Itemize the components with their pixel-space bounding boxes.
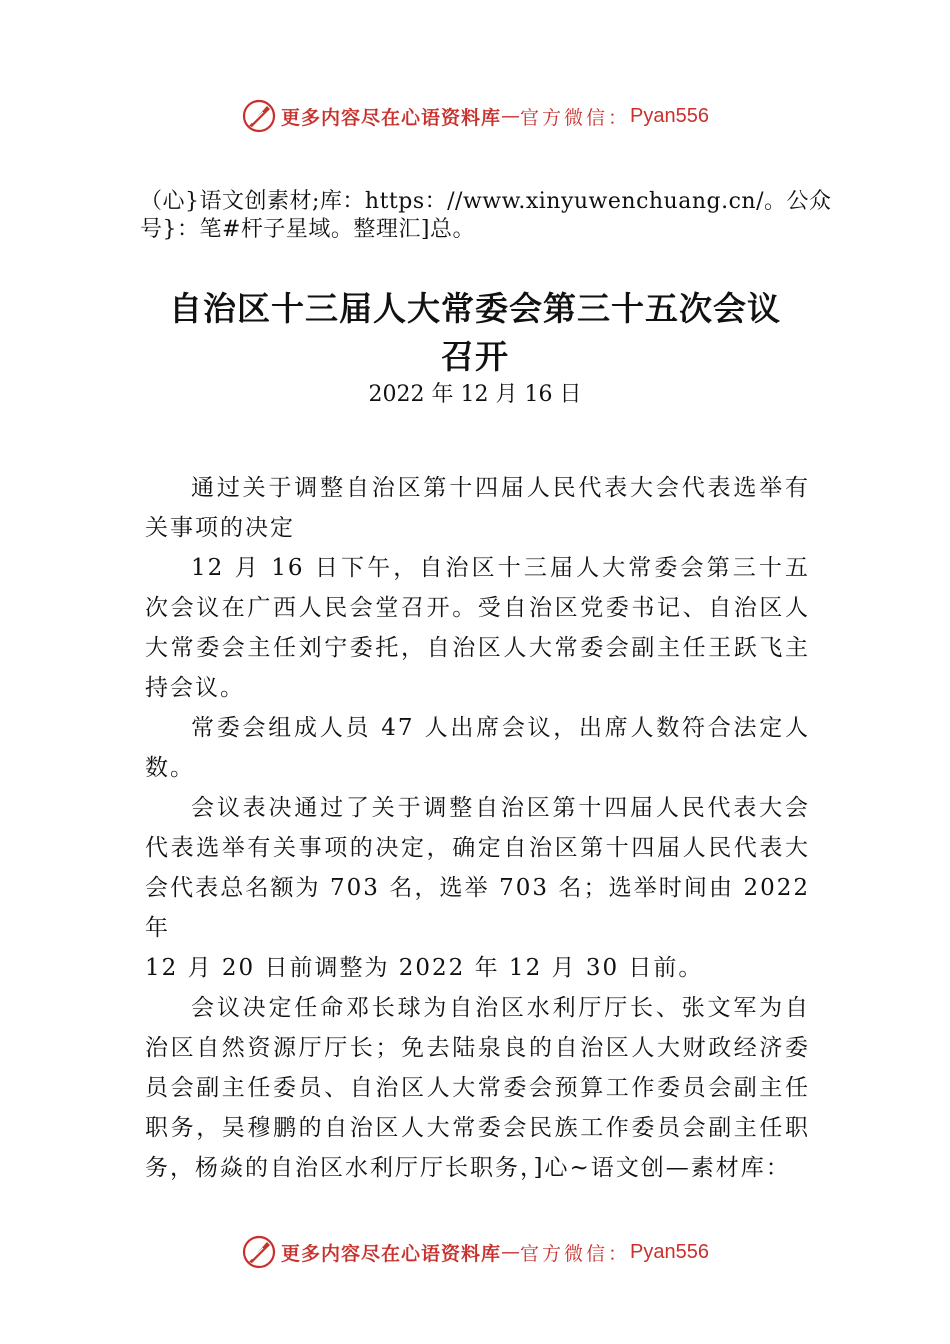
- paragraph: 通过关于调整自治区第十四届人民代表大会代表选举有关事项的决定: [145, 475, 810, 541]
- paragraph: 12 月 16 日下午，自治区十三届人大常委会第三十五次会议在广西人民会堂召开。受自治区党委书记、自治区人大常委会主任刘宁委托，自治区人大常委会副主任王跃飞主持会议。: [145, 555, 810, 701]
- banner-dash: —: [501, 105, 521, 127]
- banner-wechat-id: Pyan556: [630, 1240, 709, 1263]
- banner-wechat-label: 官方微信：: [520, 1242, 631, 1265]
- banner-wechat-label: 官方微信：: [520, 106, 631, 129]
- article-body: [145, 468, 810, 1188]
- paragraph: 会议表决通过了关于调整自治区第十四届人民代表大会代表选举有关事项的决定，确定自治区第十四届人民代表大会代表总名额为 703 名，选举 703 名；选举时间由 2022 年: [145, 795, 810, 941]
- title-line-2: 召开: [441, 337, 509, 376]
- paragraph: 会议决定任命邓长球为自治区水利厅厅长、张文军为自治区自然资源厅厅长；免去陆泉良的自治区人大财政经济委员会副主任委员、自治区人大常委会预算工作委员会副主任职务，吴穆鹏的自治区人大常委会民族工作委员会副主任职务，杨焱的自治区水利厅厅长职务，]心~语文创—素材库：: [145, 995, 810, 1181]
- title-line-1: 自治区十三届人大常委会第三十五次会议: [169, 289, 781, 328]
- quill-logo-icon: [241, 98, 277, 134]
- source-note: （心}语文创素材;库：https：//www.xinyuwenchuang.cn/。公众号}：笔#杆子星域。整理汇]总。: [140, 189, 832, 242]
- quill-logo-icon: [241, 1234, 277, 1270]
- paragraph: 常委会组成人员 47 人出席会议，出席人数符合法定人数。: [145, 715, 810, 781]
- footer-banner: [0, 1232, 950, 1272]
- header-banner: [0, 96, 950, 136]
- article-title: [100, 285, 850, 381]
- paragraph: 12 月 20 日前调整为 2022 年 12 月 30 日前。: [145, 955, 704, 981]
- banner-brand: 更多内容尽在心语资料库: [281, 1242, 502, 1265]
- banner-wechat-id: Pyan556: [630, 104, 709, 127]
- article-date: 2022 年 12 月 16 日: [368, 382, 582, 407]
- banner-dash: —: [501, 1241, 521, 1263]
- banner-brand: 更多内容尽在心语资料库: [281, 106, 502, 129]
